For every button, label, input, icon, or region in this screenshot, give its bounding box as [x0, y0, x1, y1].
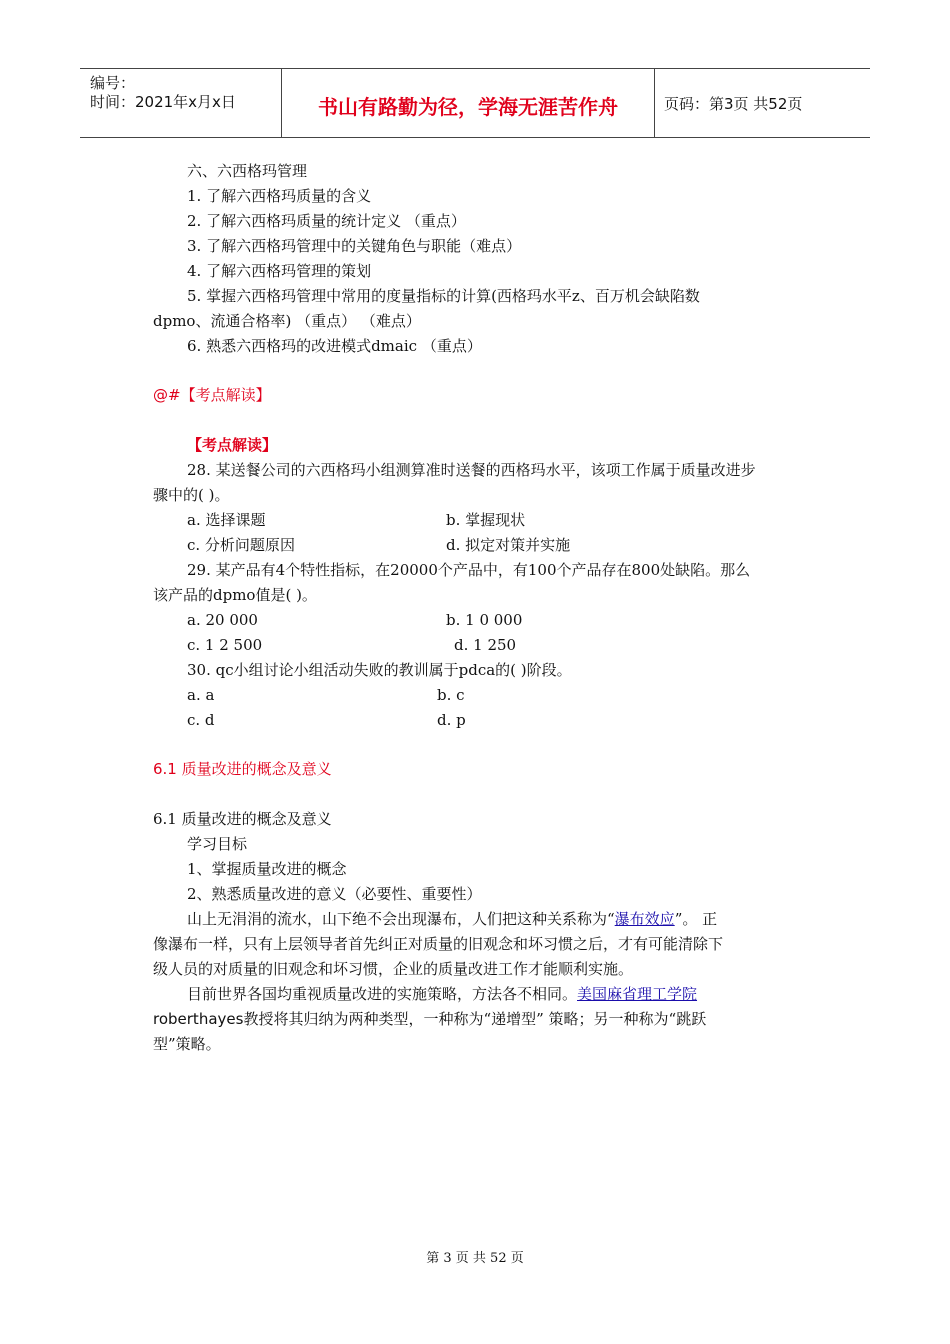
- header-page-label: 页码：第3页 共52页: [664, 95, 803, 113]
- header-motto: 书山有路勤为径，学海无涯苦作舟: [318, 95, 618, 119]
- paragraph-text: 山上无涓涓的流水，山下绝不会出现瀑布，人们把这种关系称为“: [187, 910, 615, 928]
- document-number-label: 编号：: [90, 74, 136, 92]
- document-header: [80, 68, 870, 138]
- option-b: b. c: [437, 686, 465, 704]
- option-d: d. 1 250: [454, 636, 517, 654]
- kaodian-bold-heading: 【考点解读】: [187, 436, 278, 454]
- paragraph-text: 目前世界各国均重视质量改进的实施策略，方法各不相同。: [187, 985, 578, 1003]
- learning-goal-item: 2、熟悉质量改进的意义（必要性、重要性）: [187, 885, 482, 903]
- question-28: 28. 某送餐公司的六西格玛小组测算准时送餐的西格玛水平，该项工作属于质量改进步: [187, 461, 756, 479]
- option-c: c. 1 2 500: [187, 636, 263, 654]
- paragraph-line: 级人员的对质量的旧观念和坏习惯，企业的质量改进工作才能顺利实施。: [153, 960, 634, 978]
- question-30: 30. qc小组讨论小组活动失败的教训属于pdca的( )阶段。: [187, 661, 572, 679]
- section-title: 六、六西格玛管理: [187, 162, 308, 180]
- red-section-title: 6.1 质量改进的概念及意义: [153, 760, 332, 778]
- paragraph-text: 教授将其归纳为两种类型，一种称为“递增型” 策略；另一种称为“跳跃: [243, 1010, 707, 1028]
- paragraph-line: 型”策略。: [153, 1035, 221, 1053]
- list-item: 1. 了解六西格玛质量的含义: [187, 187, 372, 205]
- paragraph-line: [153, 1009, 706, 1029]
- section-title: 6.1 质量改进的概念及意义: [153, 810, 332, 828]
- learning-goal-item: 1、掌握质量改进的概念: [187, 860, 347, 878]
- list-item: 3. 了解六西格玛管理中的关键角色与职能（难点）: [187, 237, 522, 255]
- paragraph-line: 像瀑布一样，只有上层领导者首先纠正对质量的旧观念和坏习惯之后，才有可能清除下: [153, 935, 724, 953]
- list-item: 5. 掌握六西格玛管理中常用的度量指标的计算(西格玛水平z、百万机会缺陷数: [187, 287, 700, 305]
- option-d: d. 拟定对策并实施: [446, 536, 571, 554]
- page-footer: 第 3 页 共 52 页: [426, 1251, 524, 1266]
- header-page-cell: [654, 69, 870, 137]
- option-b: b. 掌握现状: [446, 511, 526, 529]
- list-item: 6. 熟悉六西格玛的改进模式dmaic （重点）: [187, 337, 482, 355]
- list-item: 4. 了解六西格玛管理的策划: [187, 262, 372, 280]
- list-item: 2. 了解六西格玛质量的统计定义 （重点）: [187, 212, 466, 230]
- option-c: c. d: [187, 711, 215, 729]
- list-item-continuation: dpmo、流通合格率) （重点） （难点）: [153, 312, 421, 330]
- waterfall-effect-link[interactable]: 瀑布效应: [614, 910, 675, 928]
- header-motto-cell: [281, 69, 655, 137]
- option-c: c. 分析问题原因: [187, 536, 295, 554]
- option-a: a. a: [187, 686, 215, 704]
- option-d: d. p: [437, 711, 466, 729]
- option-b: b. 1 0 000: [446, 611, 523, 629]
- paragraph-text: ”。 正: [674, 910, 718, 928]
- learning-goal-heading: 学习目标: [187, 835, 248, 853]
- question-28-continuation: 骤中的( )。: [153, 486, 230, 504]
- option-a: a. 选择课题: [187, 511, 266, 529]
- kaodian-heading: @#【考点解读】: [153, 386, 271, 404]
- paragraph-line: [187, 909, 717, 929]
- question-29-continuation: 该产品的dpmo值是( )。: [153, 586, 317, 604]
- document-date-label: 时间：2021年x月x日: [90, 93, 236, 111]
- person-name: roberthayes: [153, 1010, 244, 1028]
- paragraph-line: [187, 984, 697, 1004]
- question-29: 29. 某产品有4个特性指标，在20000个产品中，有100个产品存在800处缺陷。那么: [187, 561, 751, 579]
- mit-link[interactable]: 美国麻省理工学院: [577, 985, 698, 1003]
- header-info-cell: [80, 69, 280, 137]
- option-a: a. 20 000: [187, 611, 258, 629]
